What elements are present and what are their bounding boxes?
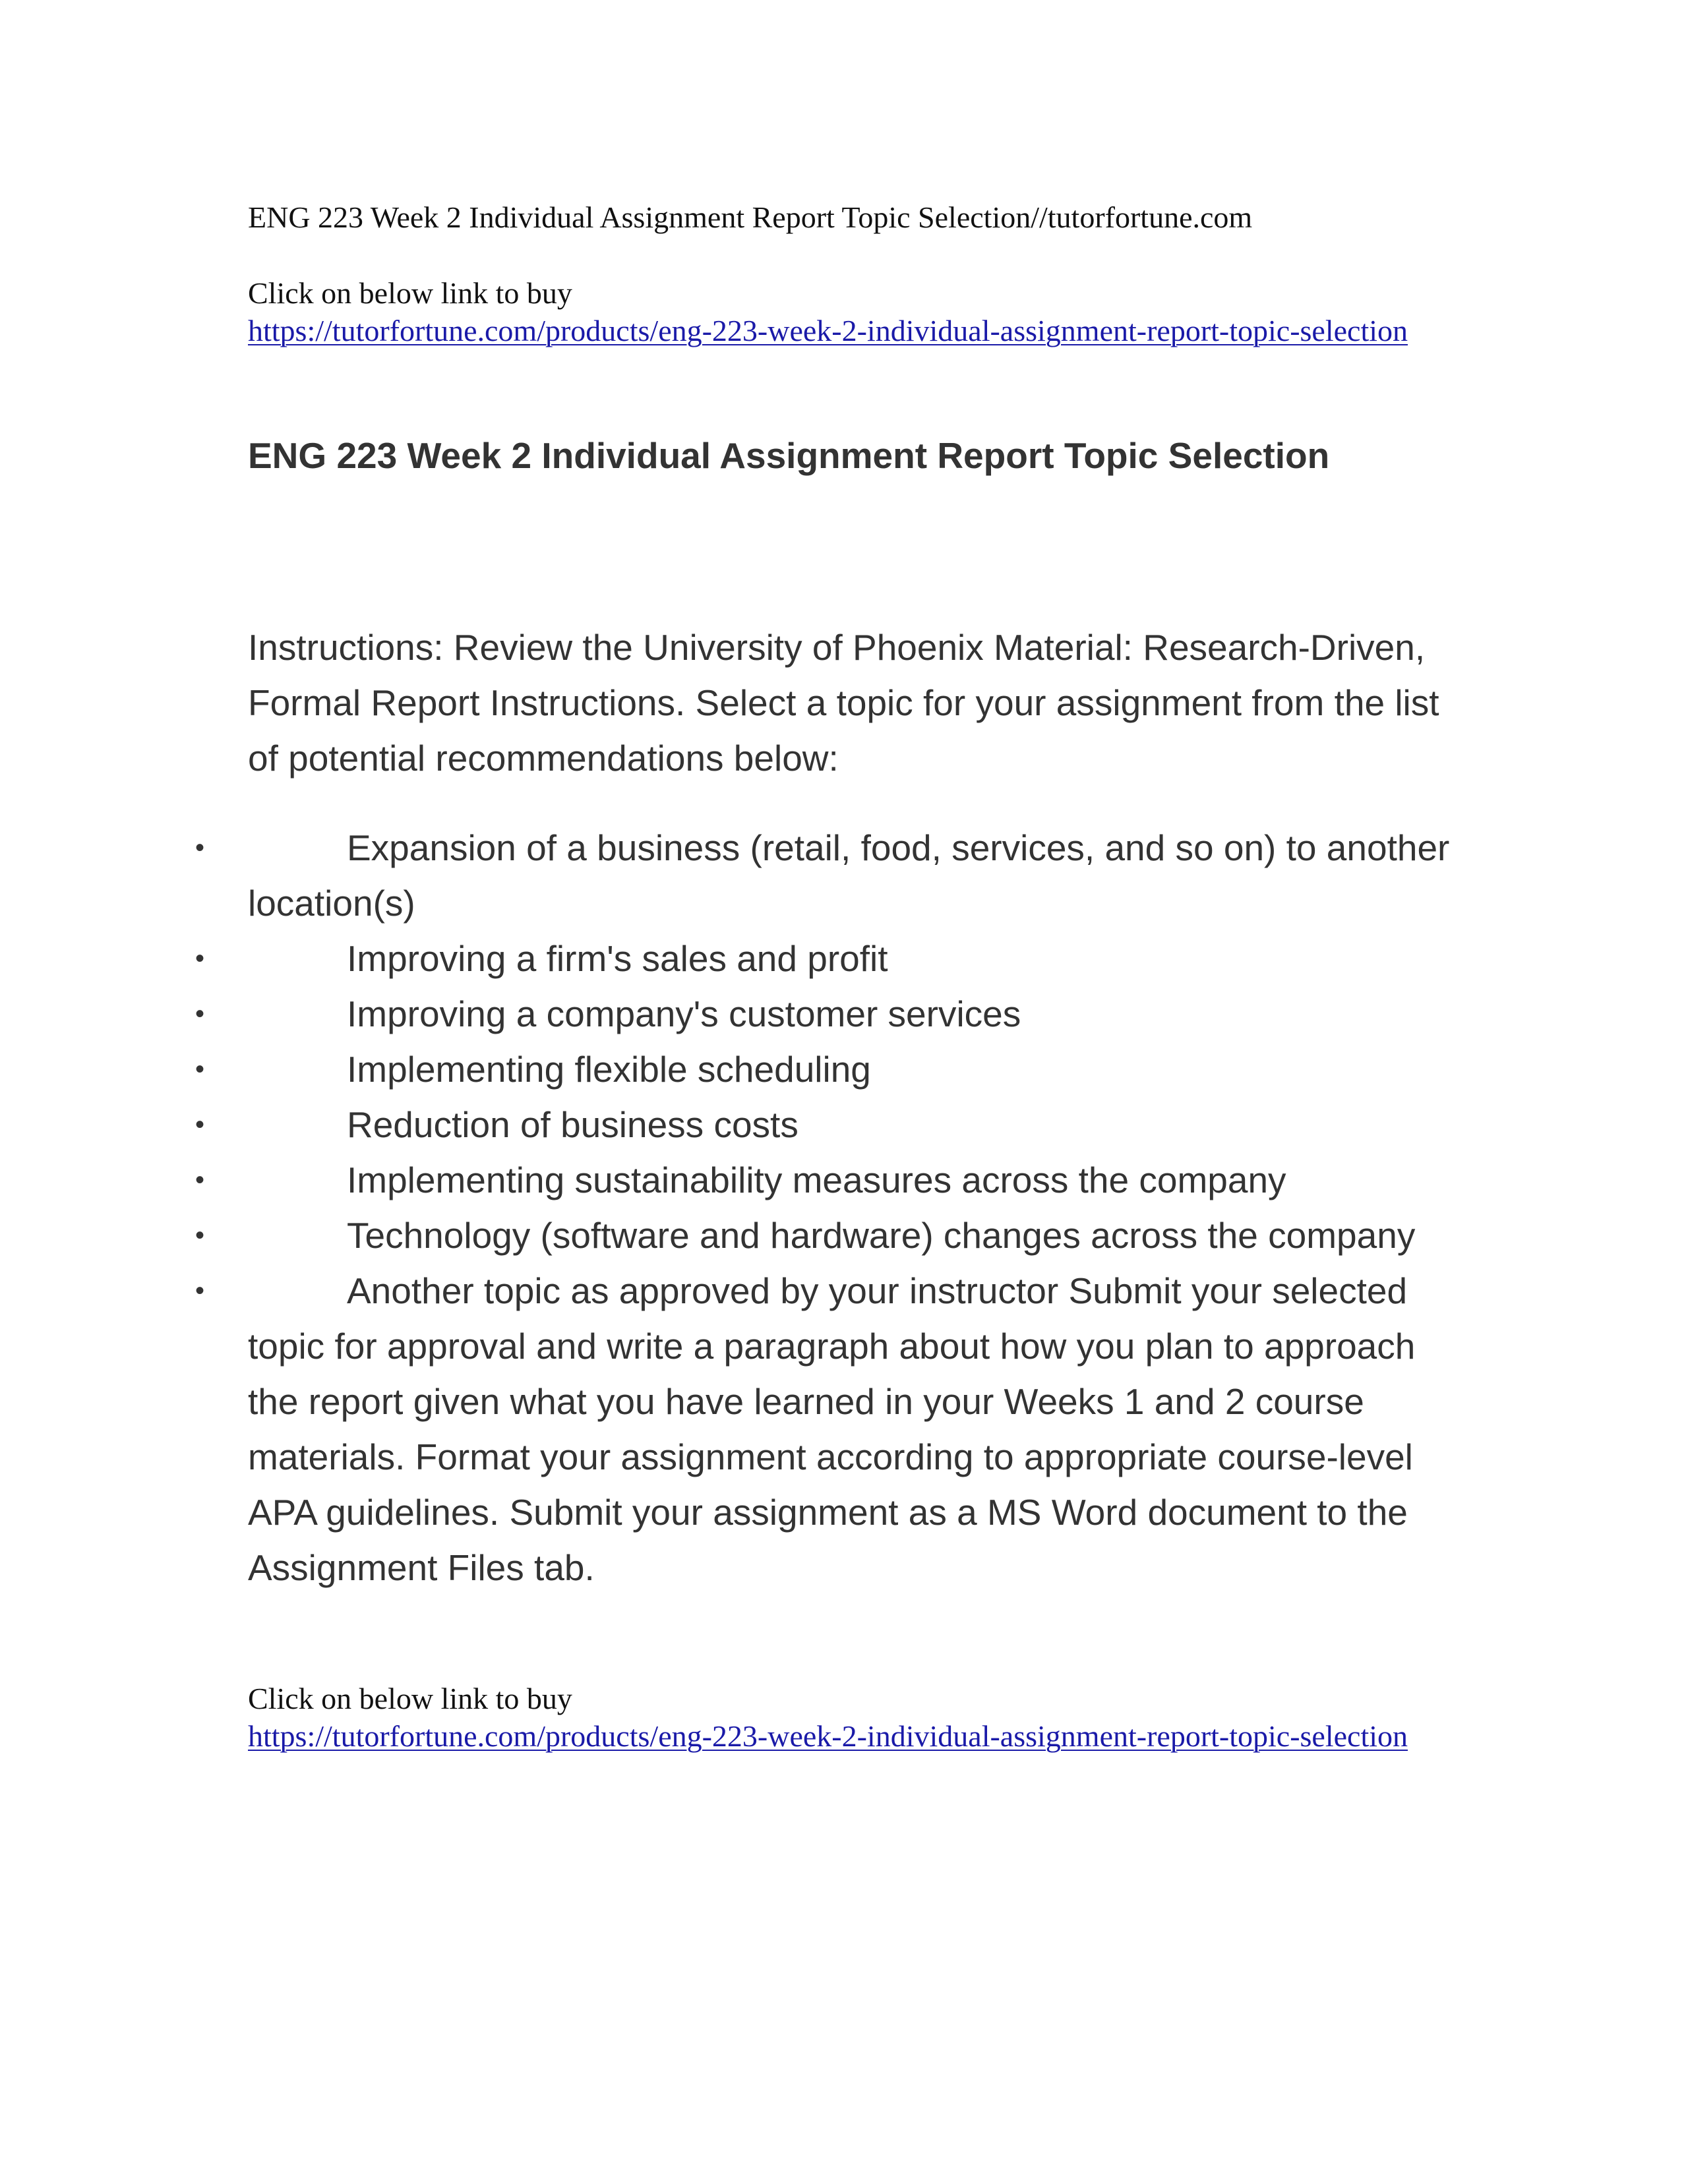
bullet-icon: • [195, 1055, 205, 1084]
topic-text: Implementing flexible scheduling [347, 1049, 871, 1090]
bullet-icon: • [195, 1221, 205, 1250]
topic-list [195, 820, 1455, 1595]
list-item [195, 820, 1455, 931]
list-item [195, 1152, 1455, 1208]
bullet-icon: • [195, 1110, 205, 1139]
list-item [195, 931, 1455, 986]
bullet-icon: • [195, 999, 205, 1028]
bullet-icon: • [195, 1166, 205, 1195]
buy-prompt-top: Click on below link to buy [248, 276, 572, 310]
list-item [195, 986, 1455, 1042]
bullet-icon: • [195, 833, 205, 862]
topic-text: Improving a company's customer services [347, 993, 1021, 1034]
buy-link-bottom[interactable]: https://tutorfortune.com/products/eng-223-week-2-individual-assignment-report-topic-selection [248, 1719, 1408, 1753]
list-item [195, 1042, 1455, 1097]
document-top-title: ENG 223 Week 2 Individual Assignment Report Topic Selection//tutorfortune.com [248, 200, 1253, 234]
buy-link-block-top [248, 274, 1501, 349]
list-item [195, 1097, 1455, 1152]
topic-text: Reduction of business costs [347, 1104, 799, 1145]
bullet-icon: • [195, 1276, 205, 1305]
page-title: ENG 223 Week 2 Individual Assignment Report Topic Selection [248, 435, 1330, 476]
list-item [195, 1208, 1455, 1263]
bullet-icon: • [195, 944, 205, 973]
buy-link-block-bottom [248, 1680, 1501, 1755]
topic-text: Another topic as approved by your instructor Submit your selected topic for approval and write a paragraph about how you plan to approach the report given what you have learned in your Weeks 1 and 2 course materials. Format your assignment according to appropriate course-level APA guidelines. Submit your assignment as a MS Word document to the Assignment Files tab. [248, 1270, 1416, 1588]
instructions-paragraph: Instructions: Review the University of Phoenix Material: Research-Driven, Formal Report Instructions. Select a topic for your assignment from the list of potential recommendations below: [248, 627, 1439, 779]
topic-text: Implementing sustainability measures across the company [347, 1160, 1286, 1200]
topic-text: Expansion of a business (retail, food, services, and so on) to another location(s) [248, 827, 1450, 924]
buy-prompt-bottom: Click on below link to buy [248, 1682, 572, 1715]
topic-text: Technology (software and hardware) changes across the company [347, 1215, 1416, 1256]
topic-text: Improving a firm's sales and profit [347, 938, 888, 979]
buy-link-top[interactable]: https://tutorfortune.com/products/eng-223-week-2-individual-assignment-report-topic-selection [248, 314, 1408, 347]
list-item [195, 1263, 1455, 1595]
